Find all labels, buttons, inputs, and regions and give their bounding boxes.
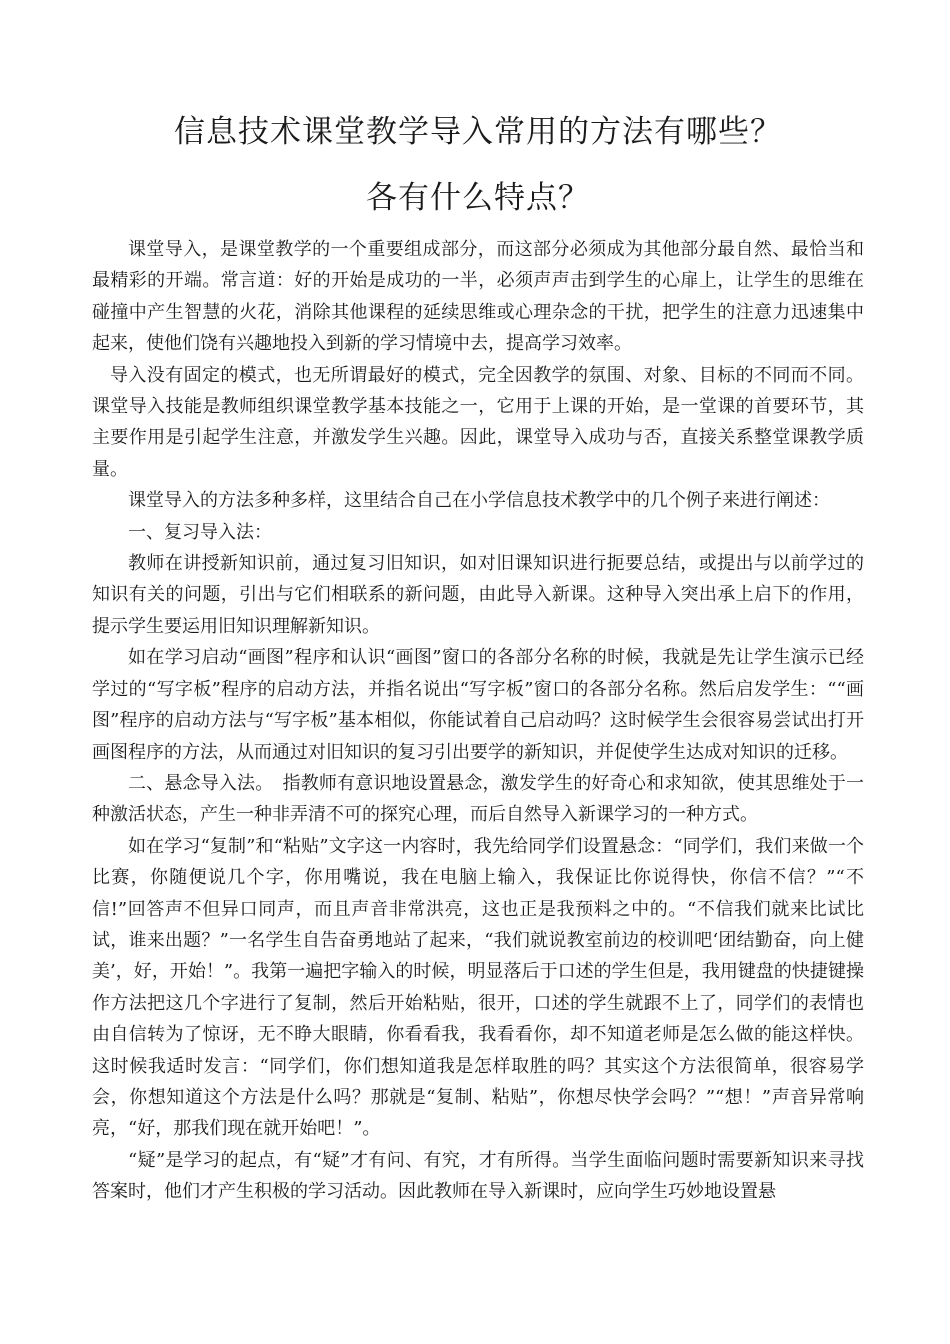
paragraph-review-method: 教师在讲授新知识前，通过复习旧知识，如对旧课知识进行扼要总结，或提出与以前学过的知识有关的问题，引出与它们相联系的新问题，由此导入新课。这种导入突出承上启下的作用，提示学生要运用旧知识理解新知识。	[92, 553, 864, 637]
section-heading-review-method: 一、复习导入法：	[128, 521, 272, 543]
paragraph-suspense-example: 如在学习“复制”和“粘贴”文字这一内容时，我先给同学们设置悬念：“同学们，我们来做一个比赛，你随便说几个字，你用嘴说，我在电脑上输入，我保证比你说得快，你信不信？”“不信!”回答声不但异口同声，而且声音非常洪亮，这也正是我预料之中的。“不信我们就来比试比试，谁来出题？”一名学生自告奋勇地站了起来，“我们就说教室前边的校训吧‘团结勤奋，向上健美’，好，开始！”。我第一遍把字输入的时候，明显落后于口述的学生但是，我用键盘的快捷键操作方法把这几个字进行了复制，然后开始粘贴，很开，口述的学生就跟不上了，同学们的表情也由自信转为了惊讶，无不睁大眼睛，你看看我，我看看你，却不知道老师是怎么做的能这样快。这时候我适时发言：“同学们，你们想知道我是怎样取胜的吗？其实这个方法很简单，很容易学会，你想知道这个方法是什么吗？那就是“复制、粘贴”，你想尽快学会吗？”“想！”声音异常响亮，“好，那我们现在就开始吧！”。	[92, 835, 864, 1140]
paragraph-review-example: 如在学习启动“画图”程序和认识“画图”窗口的各部分名称的时候，我就是先让学生演示已经学过的“写字板”程序的启动方法，并指名说出“写字板”窗口的各部分名称。然后启发学生：““画图”程序的启动方法与“写字板”基本相似，你能试着自己启动吗？这时候学生会很容易尝试出打开画图程序的方法，从而通过对旧知识的复习引出要学的新知识，并促使学生达成对知识的迁移。	[92, 647, 864, 763]
document-title-line-1: 信息技术课堂教学导入常用的方法有哪些？	[174, 114, 782, 150]
paragraph-no-fixed-mode: 导入没有固定的模式，也无所谓最好的模式，完全因教学的氛围、对象、目标的不同而不同。课堂导入技能是教师组织课堂教学基本技能之一，它用于上课的开始，是一堂课的首要环节，其主要作用是引起学生注意，并激发学生兴趣。因此，课堂导入成功与否，直接关系整堂课教学质量。	[92, 364, 864, 480]
document-title-line-2: 各有什么特点？	[366, 180, 590, 216]
paragraph-doubt: “疑”是学习的起点，有“疑”才有问、有究，才有所得。当学生面临问题时需要新知识来寻找答案时，他们才产生积极的学习活动。因此教师在导入新课时，应向学生巧妙地设置悬	[92, 1149, 864, 1203]
paragraph-methods-intro: 课堂导入的方法多种多样，这里结合自己在小学信息技术教学中的几个例子来进行阐述：	[128, 490, 830, 512]
paragraph-suspense-method: 二、悬念导入法。 指教师有意识地设置悬念，激发学生的好奇心和求知欲，使其思维处于一种激活状态，产生一种非弄清不可的探究心理，而后自然导入新课学习的一种方式。	[92, 772, 864, 826]
paragraph-intro: 课堂导入，是课堂教学的一个重要组成部分，而这部分必须成为其他部分最自然、最恰当和最精彩的开端。常言道：好的开始是成功的一半，必须声声击到学生的心扉上，让学生的思维在碰撞中产生智慧的火花，消除其他课程的延续思维或心理杂念的干扰，把学生的注意力迅速集中起来，使他们饶有兴趣地投入到新的学习情境中去，提高学习效率。	[92, 239, 864, 355]
document-page	[92, 92, 864, 1208]
